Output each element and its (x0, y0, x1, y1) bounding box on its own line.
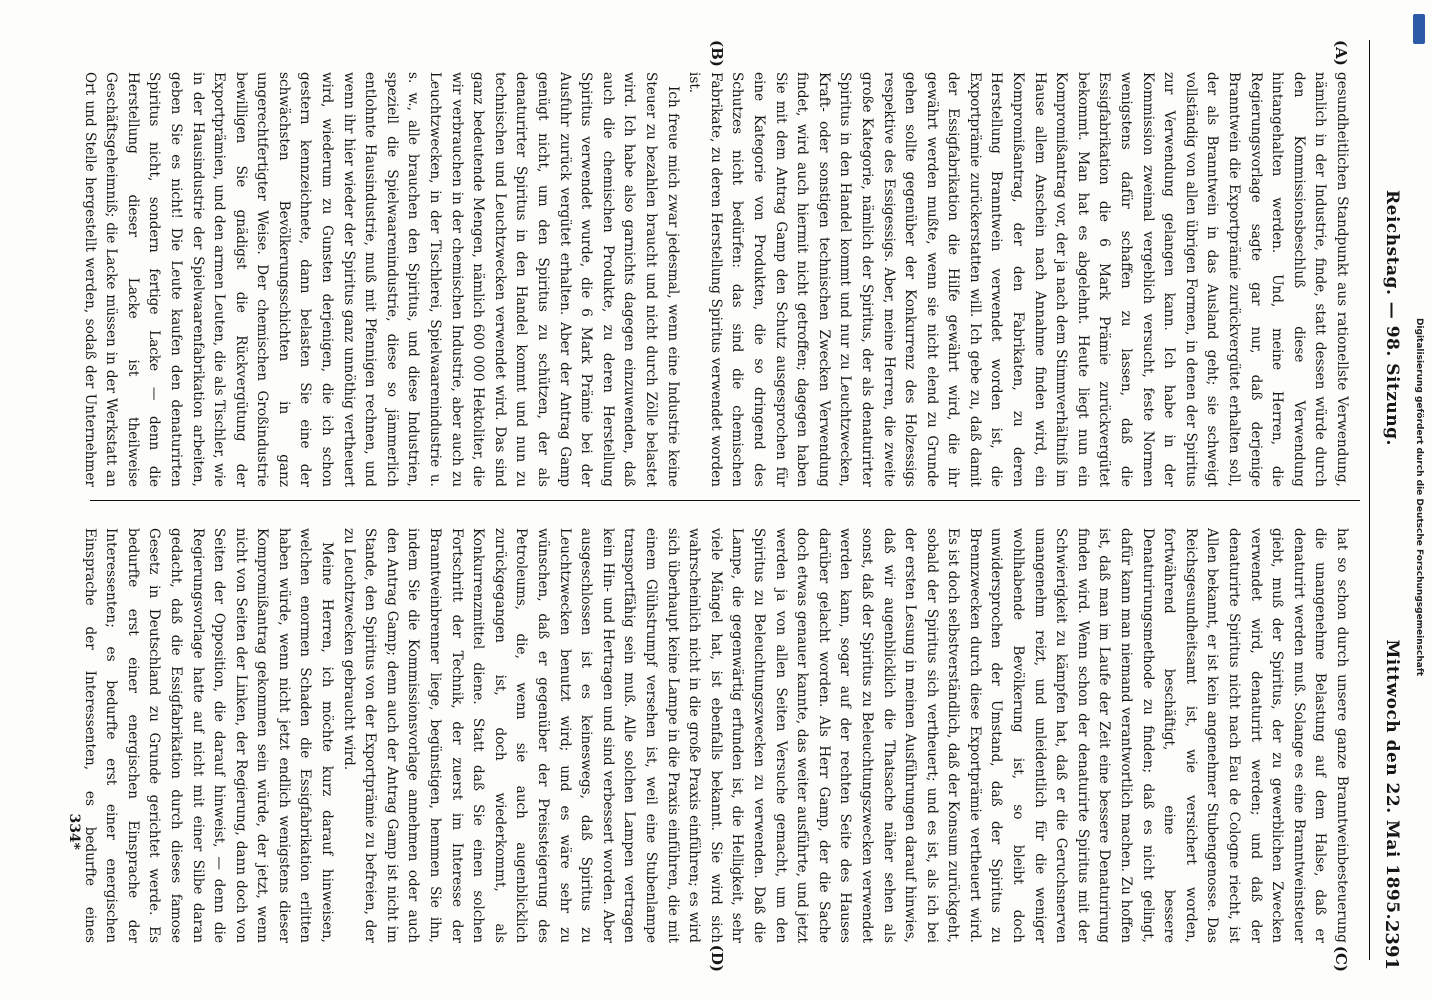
digitization-note-text: Digitalisierung gefördert durch die Deutsche Forschungsgemeinschaft (1414, 317, 1424, 677)
margin-marker-c: (C) (1332, 945, 1350, 972)
margin-marker-a: (A) (1332, 40, 1350, 66)
text-column-right (82, 528, 1352, 943)
page-header (1372, 40, 1402, 970)
header-rule (1369, 40, 1370, 960)
column-divider (90, 500, 1360, 501)
page-number: 2391 (1381, 919, 1402, 970)
text-column-left (82, 72, 1352, 487)
header-date: Mittwoch den 22. Mai 1895. (1382, 639, 1402, 920)
paragraph: gesundheitlichen Standpunkt aus rationellste Verwendung, nämlich in der Industrie, finde, statt dessen würde durch den Kommissionsbeschluß diese Verwendung hintangehalten werden. Und, meine Herren, die Regierungsvorlage sagte gar nur, daß derjenige Branntwein die Exportprämie zurückvergütet erhalten soll, der als Branntwein in das Ausland geht; sie schweigt vollständig von allen übrigen Formen, in denen der Spiritus zur Verwendung gelangen kann. Ich habe in der Kommission zweimal vergeblich versucht, feste Normen wenigstens dafür schaffen zu lassen, daß die Essigfabrikation die 6 Mark Prämie zurückvergütet bekommt. Man hat es abgelehnt. Heute liegt nun ein Kompromißantrag vor, der ja nach dem Stimmverhältniß im Hause allem Anschein nach Annahme finden wird, ein Kompromißantrag, der den Fabrikaten, zu deren Herstellung Branntwein verwendet worden ist, die Exportprämie zurückerstatten will. Ich gebe zu, daß damit der Essigfabrikation die Hilfe gewährt wird, die ihr gewährt werden mußte, wenn sie nicht elend zu Grunde gehen sollte gegenüber der Konkurrenz des Holzessigs respektive des Essigessigs. Aber, meine Herren, die zweite große Kategorie, nämlich der Spiritus, der als denaturirter Spiritus in den Handel kommt und nur zu Leuchtzwecken, Kraft- oder sonstigen technischen Zwecken Verwendung findet, wird auch hiermit nicht getroffen; dagegen haben Sie mit dem Antrag Gamp den Schutz ausgesprochen für eine Kategorie von Produkten, die so dringend des Schutzes nicht bedürfen: das sind die chemischen Fabrikate, zu deren Herstellung Spiritus verwendet worden ist. (686, 72, 1350, 487)
paragraph: Ich freue mich zwar jedesmal, wenn eine Industrie keine Steuer zu bezahlen braucht und nicht durch Zölle belastet wird. Ich habe also garnichts dagegen einzuwenden, daß auch die chemischen Produkte, zu deren Herstellung Spiritus verwendet wurde, die 6 Mark Prämie bei der Ausfuhr zurück vergütet erhalten. Aber der Antrag Gamp genügt nicht, um den Spiritus zu schützen, der als denaturirter Spiritus in den Handel kommt und nun zu technischen und Leuchtzwecken verwendet wird. Das sind ganz bedeutende Mengen, nämlich 600 000 Hektoliter, die wir verbrauchen in der chemischen Industrie, aber auch zu Leuchtzwecken, in der Tischlerei, Spielwaarenindustrie u. s. w., alle brauchen den Spiritus, und diese Industrien, speziell die Spielwaarenindustrie, diese so jämmerlich entlohnte Hausindustrie, muß mit Pfennigen rechnen, und wenn ihr hier wieder der Spiritus ganz unnöthig vertheuert wird, wiederum zu Gunsten derjenigen, die ich schon gestern kennzeichnete, dann belasten Sie eine der schwächsten Bevölkerungsschichten in ganz ungerechtfertigter Weise. Der chemischen Großindustrie bewilligen Sie gnädigst die Rückvergütung der Exportprämien, und den armen Leuten, die als Tischler, wie in der Hausindustrie der Spielwaarenfabrikation arbeiten, geben Sie es nicht! Die Leute kaufen den denaturirten Spiritus nicht, sondern fertige Lacke — denn die Herstellung dieser Lacke ist theilweise Geschäftsgeheimniß; die Lacke müssen in der Werkstatt an Ort und Stelle hergestellt werden, sodaß der Unternehmer (82, 72, 681, 487)
header-session-title: Reichstag. — 98. Sitzung. (1382, 190, 1402, 446)
margin-marker-d: (D) (708, 944, 726, 972)
margin-marker-b: (B) (708, 40, 726, 67)
paragraph: Meine Herren, ich möchte kurz darauf hinweisen, welchen enormen Schaden die Essigfabrikation erlitten haben würde, wenn nicht jetzt endlich wenigstens dieser Kompromißantrag gekommen sein würde, der jetzt, wenn nicht von Seiten der Linken, der Regierung, dann doch von Seiten der Opposition, die darauf hinweist, — denn die Regierungsvorlage hatte auf nicht mit einer Silbe daran gedacht, daß die Essigfabrikation durch dieses famose Gesetz in Deutschland zu Grunde gerichtet werde. Es bedurfte erst einer energischen Einsprache der Interessenten; es bedurfte erst einer energischen Einsprache der Interessenten, es bedurfte eines (82, 528, 336, 943)
signature-mark: 334* (66, 813, 82, 850)
paragraph: hat so schon durch unsere ganze Branntweinbesteuerung die unangenehme Belastung auf dem Halse, daß er denaturirt werden muß. Solange es eine Branntweinsteuer giebt, muß der Spiritus, der zu gewerblichen Zwecken verwendet wird, denaturirt werden; und daß der denaturirte Spiritus nicht nach Eau de Cologne riecht, ist Allen bekannt, er ist kein angenehmer Stubengenosse. Das Reichsgesundheitsamt ist, wie versichert worden, fortwährend beschäftigt, eine bessere Denaturirungsmethode zu finden; daß es nicht gelingt, dafür kann man niemand verantwortlich machen. Zu hoffen ist, daß man im Laufe der Zeit eine bessere Denaturirung finden wird. Wenn schon der denaturirte Spiritus mit der Schwierigkeit zu kämpfen hat, daß er die Geruchsnerven unangenehm reizt, und unleidentlich für die weniger wohlhabende Bevölkerung ist, so bleibt doch unwidersprochen der Umstand, daß der Spiritus zu Brennzwecken durch diese Exportprämie vertheuert wird. Es ist doch selbstverständlich, daß der Konsum zurückgeht, sobald der Spiritus sich vertheuert; und es ist, als ich bei der ersten Lesung in meinen Ausführungen darauf hinwies, daß wir augenblicklich die Thatsache näher sehen als sonst, daß der Spiritus zu Beleuchtungszwecken verwendet werden kann, sogar auf der rechten Seite des Hauses darüber gelacht worden. Als Herr Gamp, der die Sache doch etwas genauer kannte, das weiter ausführte, und jetzt werden ja von allen Seiten Versuche gemacht, um den Spiritus zu Beleuchtungszwecken zu verwenden. Daß die Lampe, die gegenwärtig erfunden ist, die Helligkeit, sehr viele Mängel hat, ist ebenfalls bekannt. Sie wird sich wahrscheinlich nicht in die große Praxis einführen; es wird sich überhaupt keine Lampe in die Praxis einführen, die mit einem Glühstrumpf versehen ist, weil eine Stubenlampe transportfähig sein muß. Alle solchen Lampen vertragen kein Hin- und Hertragen und sind verbessert worden. Aber ausgeschlossen ist es keineswegs, daß Spiritus zu Leuchtzwecken benutzt wird; und es wäre sehr zu wünschen, daß er gegenüber der Preissteigerung des Petroleums, die, wenn sie auch augenblicklich zurückgegangen ist, doch wiederkommt, als Konkurrenzmittel diene. Statt daß Sie einen solchen Fortschritt der Technik, der zuerst im Interesse der Branntweinbrenner liege, begünstigen, hemmen Sie ihn, indem Sie die Kommissionsvorlage annehmen oder auch den Antrag Gamp; denn auch der Antrag Gamp ist nicht im Stande, den Spiritus von der Exportprämie zu befreien, der zu Leuchtzwecken gebraucht wird. (340, 528, 1350, 943)
digitization-note (1412, 12, 1426, 982)
